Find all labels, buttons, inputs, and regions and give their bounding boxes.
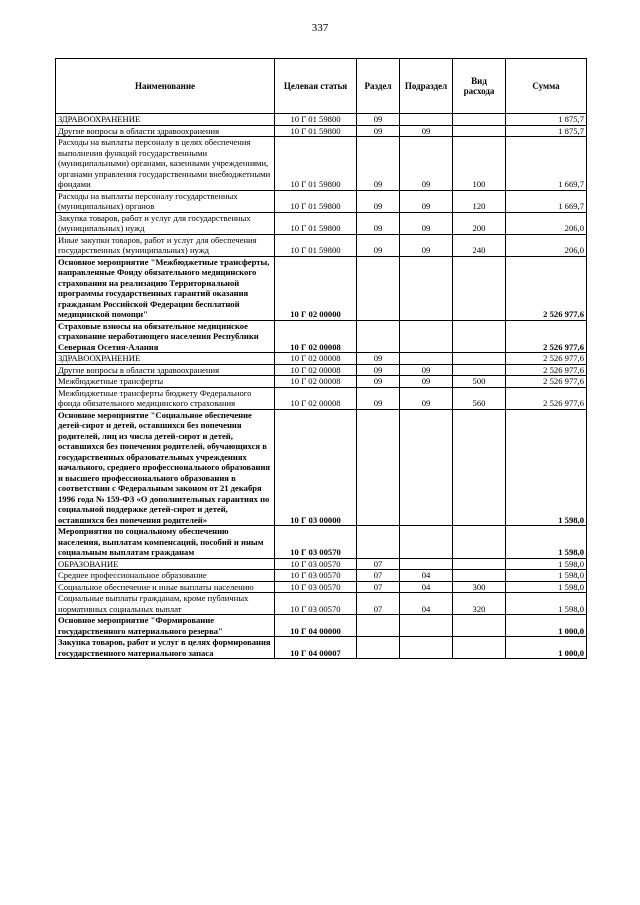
row-subsection: 04 — [400, 570, 453, 582]
row-subsection: 09 — [400, 364, 453, 376]
row-section: 09 — [357, 190, 400, 212]
row-subsection: 09 — [400, 387, 453, 409]
row-expense-type — [453, 615, 506, 637]
table-row — [56, 637, 587, 659]
row-name: ОБРАЗОВАНИЕ — [56, 558, 275, 570]
row-subsection — [400, 526, 453, 559]
budget-table — [55, 58, 587, 659]
table-row — [56, 320, 587, 353]
row-sum: 2 526 977,6 — [506, 353, 587, 365]
row-section: 07 — [357, 593, 400, 615]
row-name: Социальное обеспечение и иные выплаты населению — [56, 581, 275, 593]
table-row — [56, 212, 587, 234]
row-subsection: 04 — [400, 581, 453, 593]
row-section: 09 — [357, 376, 400, 388]
row-section: 09 — [357, 137, 400, 191]
table-row — [56, 581, 587, 593]
column-header-sum: Сумма — [506, 59, 587, 114]
row-subsection: 04 — [400, 593, 453, 615]
row-section — [357, 526, 400, 559]
row-section: 09 — [357, 353, 400, 365]
row-section — [357, 615, 400, 637]
row-sum: 1 000,0 — [506, 637, 587, 659]
row-expense-type — [453, 125, 506, 137]
row-sum: 2 526 977,6 — [506, 387, 587, 409]
row-expense-type — [453, 570, 506, 582]
table-row — [56, 234, 587, 256]
row-subsection — [400, 353, 453, 365]
row-expense-type: 560 — [453, 387, 506, 409]
row-code: 10 Г 01 59800 — [275, 125, 357, 137]
table-row — [56, 570, 587, 582]
row-subsection — [400, 114, 453, 126]
row-sum: 206,0 — [506, 212, 587, 234]
row-subsection: 09 — [400, 234, 453, 256]
row-expense-type — [453, 114, 506, 126]
row-name: Иные закупки товаров, работ и услуг для обеспечения государственных (муниципальных) нужд — [56, 234, 275, 256]
row-section: 07 — [357, 581, 400, 593]
row-name: Основное мероприятие "Социальное обеспечение детей-сирот и детей, оставшихся без попечения родителей, лиц из числа детей-сирот и детей, оставшихся без попечения родителей, обучающихся в государственных образовательных учреждениях начального, среднего профессионального образования и высшего профессионального образования в соответствии с Федеральным законом от 21 декабря 1996 года № 159-ФЗ «О дополнительных гарантиях по социальной поддержке детей-сирот и детей, оставшихся без попечения родителей» — [56, 409, 275, 526]
row-name: Межбюджетные трансферты бюджету Федерального фонда обязательного медицинского страхования — [56, 387, 275, 409]
row-code: 10 Г 02 00008 — [275, 353, 357, 365]
row-sum: 2 526 977,6 — [506, 256, 587, 320]
row-sum: 1 598,0 — [506, 593, 587, 615]
row-code: 10 Г 03 00570 — [275, 581, 357, 593]
row-name: Основное мероприятие "Межбюджетные трансферты, направленные Фонду обязательного медицинского страхования на реализацию Территориальной программы государственных гарантий оказания гражданам Российской Федерации бесплатной медицинской помощи" — [56, 256, 275, 320]
row-subsection: 09 — [400, 190, 453, 212]
table-row — [56, 125, 587, 137]
row-expense-type — [453, 256, 506, 320]
row-name: ЗДРАВООХРАНЕНИЕ — [56, 353, 275, 365]
row-expense-type — [453, 353, 506, 365]
row-subsection — [400, 558, 453, 570]
row-subsection — [400, 615, 453, 637]
row-code: 10 Г 02 00000 — [275, 256, 357, 320]
table-row — [56, 353, 587, 365]
table-row — [56, 615, 587, 637]
row-name: Другие вопросы в области здравоохранения — [56, 364, 275, 376]
page-number: 337 — [311, 22, 329, 34]
row-code: 10 Г 02 00008 — [275, 387, 357, 409]
table-row — [56, 256, 587, 320]
row-subsection: 09 — [400, 137, 453, 191]
row-sum: 1 598,0 — [506, 581, 587, 593]
row-code: 10 Г 02 00008 — [275, 376, 357, 388]
row-section: 07 — [357, 558, 400, 570]
row-section — [357, 409, 400, 526]
row-sum: 2 526 977,6 — [506, 376, 587, 388]
row-sum: 1 875,7 — [506, 114, 587, 126]
row-section: 07 — [357, 570, 400, 582]
row-subsection: 09 — [400, 376, 453, 388]
row-code: 10 Г 01 59800 — [275, 190, 357, 212]
row-section: 09 — [357, 114, 400, 126]
row-sum: 2 526 977,6 — [506, 364, 587, 376]
row-section — [357, 637, 400, 659]
table-row — [56, 409, 587, 526]
row-sum: 1 875,7 — [506, 125, 587, 137]
row-section: 09 — [357, 212, 400, 234]
row-code: 10 Г 03 00570 — [275, 526, 357, 559]
table-row — [56, 364, 587, 376]
row-name: Закупка товаров, работ и услуг в целях формирования государственного материального запаса — [56, 637, 275, 659]
row-name: Закупка товаров, работ и услуг для государственных (муниципальных) нужд — [56, 212, 275, 234]
row-section — [357, 320, 400, 353]
row-code: 10 Г 01 59800 — [275, 212, 357, 234]
row-section: 09 — [357, 387, 400, 409]
row-code: 10 Г 03 00000 — [275, 409, 357, 526]
row-expense-type: 320 — [453, 593, 506, 615]
row-name: Социальные выплаты гражданам, кроме публичных нормативных социальных выплат — [56, 593, 275, 615]
row-subsection: 09 — [400, 212, 453, 234]
row-expense-type: 120 — [453, 190, 506, 212]
row-section: 09 — [357, 125, 400, 137]
column-header-expense-type: Вид расхода — [453, 59, 506, 114]
row-code: 10 Г 04 00007 — [275, 637, 357, 659]
row-name: Мероприятия по социальному обеспечению населения, выплатам компенсаций, пособий и иным социальным выплатам гражданам — [56, 526, 275, 559]
column-header-name: Наименование — [56, 59, 275, 114]
row-code: 10 Г 01 59800 — [275, 234, 357, 256]
row-sum: 1 598,0 — [506, 526, 587, 559]
row-sum: 1 669,7 — [506, 190, 587, 212]
row-sum: 1 669,7 — [506, 137, 587, 191]
table-row — [56, 526, 587, 559]
row-subsection — [400, 637, 453, 659]
row-expense-type — [453, 558, 506, 570]
row-name: Расходы на выплаты персоналу государственных (муниципальных) органов — [56, 190, 275, 212]
row-code: 10 Г 01 59800 — [275, 114, 357, 126]
row-sum: 2 526 977,6 — [506, 320, 587, 353]
row-code: 10 Г 02 00008 — [275, 364, 357, 376]
row-expense-type: 500 — [453, 376, 506, 388]
row-subsection — [400, 320, 453, 353]
row-sum: 1 598,0 — [506, 558, 587, 570]
row-subsection: 09 — [400, 125, 453, 137]
row-expense-type: 100 — [453, 137, 506, 191]
row-expense-type — [453, 526, 506, 559]
table-row — [56, 376, 587, 388]
column-header-subsection: Подраздел — [400, 59, 453, 114]
row-section — [357, 256, 400, 320]
column-header-section: Раздел — [357, 59, 400, 114]
row-name: Межбюджетные трансферты — [56, 376, 275, 388]
table-body — [56, 114, 587, 659]
row-sum: 206,0 — [506, 234, 587, 256]
row-sum: 1 000,0 — [506, 615, 587, 637]
column-header-code: Целевая статья — [275, 59, 357, 114]
row-expense-type — [453, 637, 506, 659]
table-row — [56, 114, 587, 126]
row-subsection — [400, 256, 453, 320]
row-name: Расходы на выплаты персоналу в целях обеспечения выполнения функций государственными (муниципальными) органами, казенными учреждениями, органами управления государственными внебюджетными фондами — [56, 137, 275, 191]
row-name: Среднее профессиональное образование — [56, 570, 275, 582]
table-row — [56, 558, 587, 570]
table-row — [56, 190, 587, 212]
row-code: 10 Г 03 00570 — [275, 570, 357, 582]
row-subsection — [400, 409, 453, 526]
row-name: Страховые взносы на обязательное медицинское страхование неработающего населения Республики Северная Осетия-Алания — [56, 320, 275, 353]
row-expense-type: 200 — [453, 212, 506, 234]
row-name: Основное мероприятие "Формирование государственного материального резерва" — [56, 615, 275, 637]
table-row — [56, 387, 587, 409]
row-code: 10 Г 04 00000 — [275, 615, 357, 637]
row-expense-type — [453, 364, 506, 376]
row-code: 10 Г 03 00570 — [275, 593, 357, 615]
table-row — [56, 593, 587, 615]
row-expense-type — [453, 320, 506, 353]
row-expense-type: 240 — [453, 234, 506, 256]
row-code: 10 Г 02 00008 — [275, 320, 357, 353]
row-sum: 1 598,0 — [506, 570, 587, 582]
row-sum: 1 598,0 — [506, 409, 587, 526]
row-section: 09 — [357, 364, 400, 376]
row-expense-type — [453, 409, 506, 526]
row-name: Другие вопросы в области здравоохранения — [56, 125, 275, 137]
table-row — [56, 137, 587, 191]
row-expense-type: 300 — [453, 581, 506, 593]
table-header-row — [56, 59, 587, 114]
row-code: 10 Г 03 00570 — [275, 558, 357, 570]
row-section: 09 — [357, 234, 400, 256]
row-code: 10 Г 01 59800 — [275, 137, 357, 191]
row-name: ЗДРАВООХРАНЕНИЕ — [56, 114, 275, 126]
